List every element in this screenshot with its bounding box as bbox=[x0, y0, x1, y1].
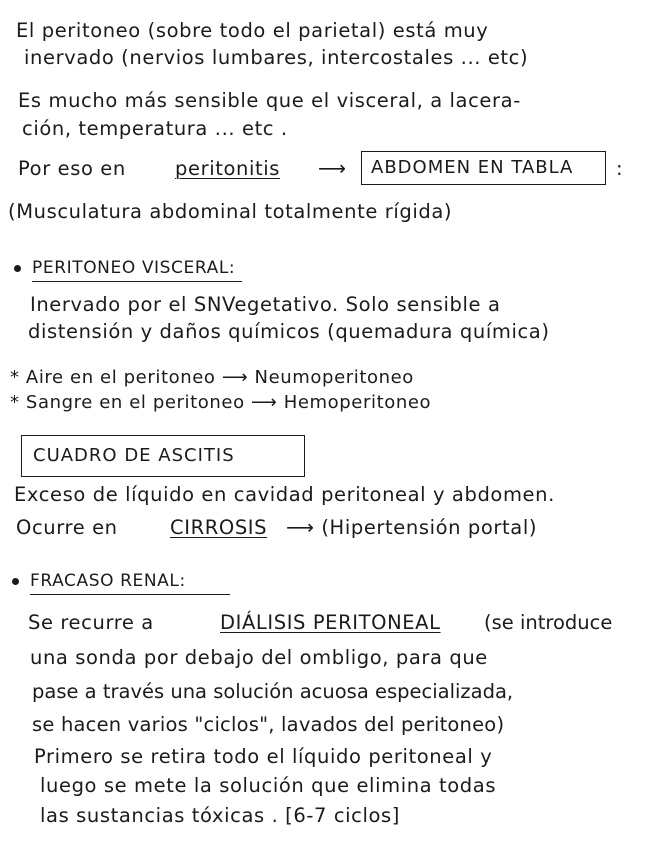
renal-heading: FRACASO RENAL: bbox=[30, 571, 186, 591]
intro-line-3: Es mucho más sensible que el visceral, a lacera- bbox=[18, 89, 521, 112]
renal-line-1-prefix: Se recurre a bbox=[28, 611, 154, 634]
visceral-line-1: Inervado por el SNVegetativo. Solo sensible a bbox=[30, 293, 501, 316]
intro-line-5-colon: : bbox=[616, 157, 624, 180]
ascitis-line-1: Exceso de líquido en cavidad peritoneal y abdomen. bbox=[14, 483, 555, 506]
renal-line-3: pase a través una solución acuosa especializada, bbox=[32, 680, 514, 703]
dialisis-peritoneal-term: DIÁLISIS PERITONEAL bbox=[220, 611, 441, 634]
cirrosis-term: CIRROSIS bbox=[170, 516, 268, 539]
abdomen-en-tabla-box bbox=[361, 151, 606, 185]
cuadro-ascitis-box bbox=[21, 435, 305, 477]
renal-line-2: una sonda por debajo del ombligo, para que bbox=[30, 646, 488, 669]
peritonitis-term: peritonitis bbox=[175, 157, 280, 180]
cuadro-ascitis-label: CUADRO DE ASCITIS bbox=[33, 445, 235, 466]
intro-line-5-prefix: Por eso en bbox=[18, 157, 126, 180]
visceral-item-sangre: * Sangre en el peritoneo ⟶ Hemoperitoneo bbox=[10, 392, 432, 413]
visceral-heading-underline bbox=[32, 281, 242, 282]
renal-line-4: se hacen varios "ciclos", lavados del peritoneo) bbox=[32, 713, 505, 736]
bullet-renal bbox=[12, 578, 19, 585]
intro-line-1: El peritoneo (sobre todo el parietal) está muy bbox=[16, 19, 489, 42]
visceral-heading: PERITONEO VISCERAL: bbox=[32, 258, 236, 278]
renal-line-6: luego se mete la solución que elimina todas bbox=[40, 774, 497, 797]
intro-line-6: (Musculatura abdominal totalmente rígida) bbox=[8, 200, 453, 223]
intro-line-4: ción, temperatura ... etc . bbox=[22, 117, 288, 140]
bullet-visceral bbox=[14, 265, 21, 272]
renal-line-5: Primero se retira todo el líquido peritoneal y bbox=[34, 745, 493, 768]
intro-line-2: inervado (nervios lumbares, intercostales ... etc) bbox=[24, 46, 529, 69]
visceral-item-aire: * Aire en el peritoneo ⟶ Neumoperitoneo bbox=[10, 367, 414, 388]
arrow-icon: ⟶ bbox=[318, 157, 347, 180]
abdomen-en-tabla-label: ABDOMEN EN TABLA bbox=[371, 157, 574, 178]
renal-line-1-suffix: (se introduce bbox=[484, 611, 613, 634]
visceral-line-2: distensión y daños químicos (quemadura química) bbox=[28, 320, 550, 343]
renal-line-7: las sustancias tóxicas . [6-7 ciclos] bbox=[40, 804, 400, 827]
ascitis-line-2-suffix: ⟶ (Hipertensión portal) bbox=[286, 516, 538, 539]
ascitis-line-2-prefix: Ocurre en bbox=[16, 516, 118, 539]
renal-heading-underline bbox=[30, 594, 230, 595]
